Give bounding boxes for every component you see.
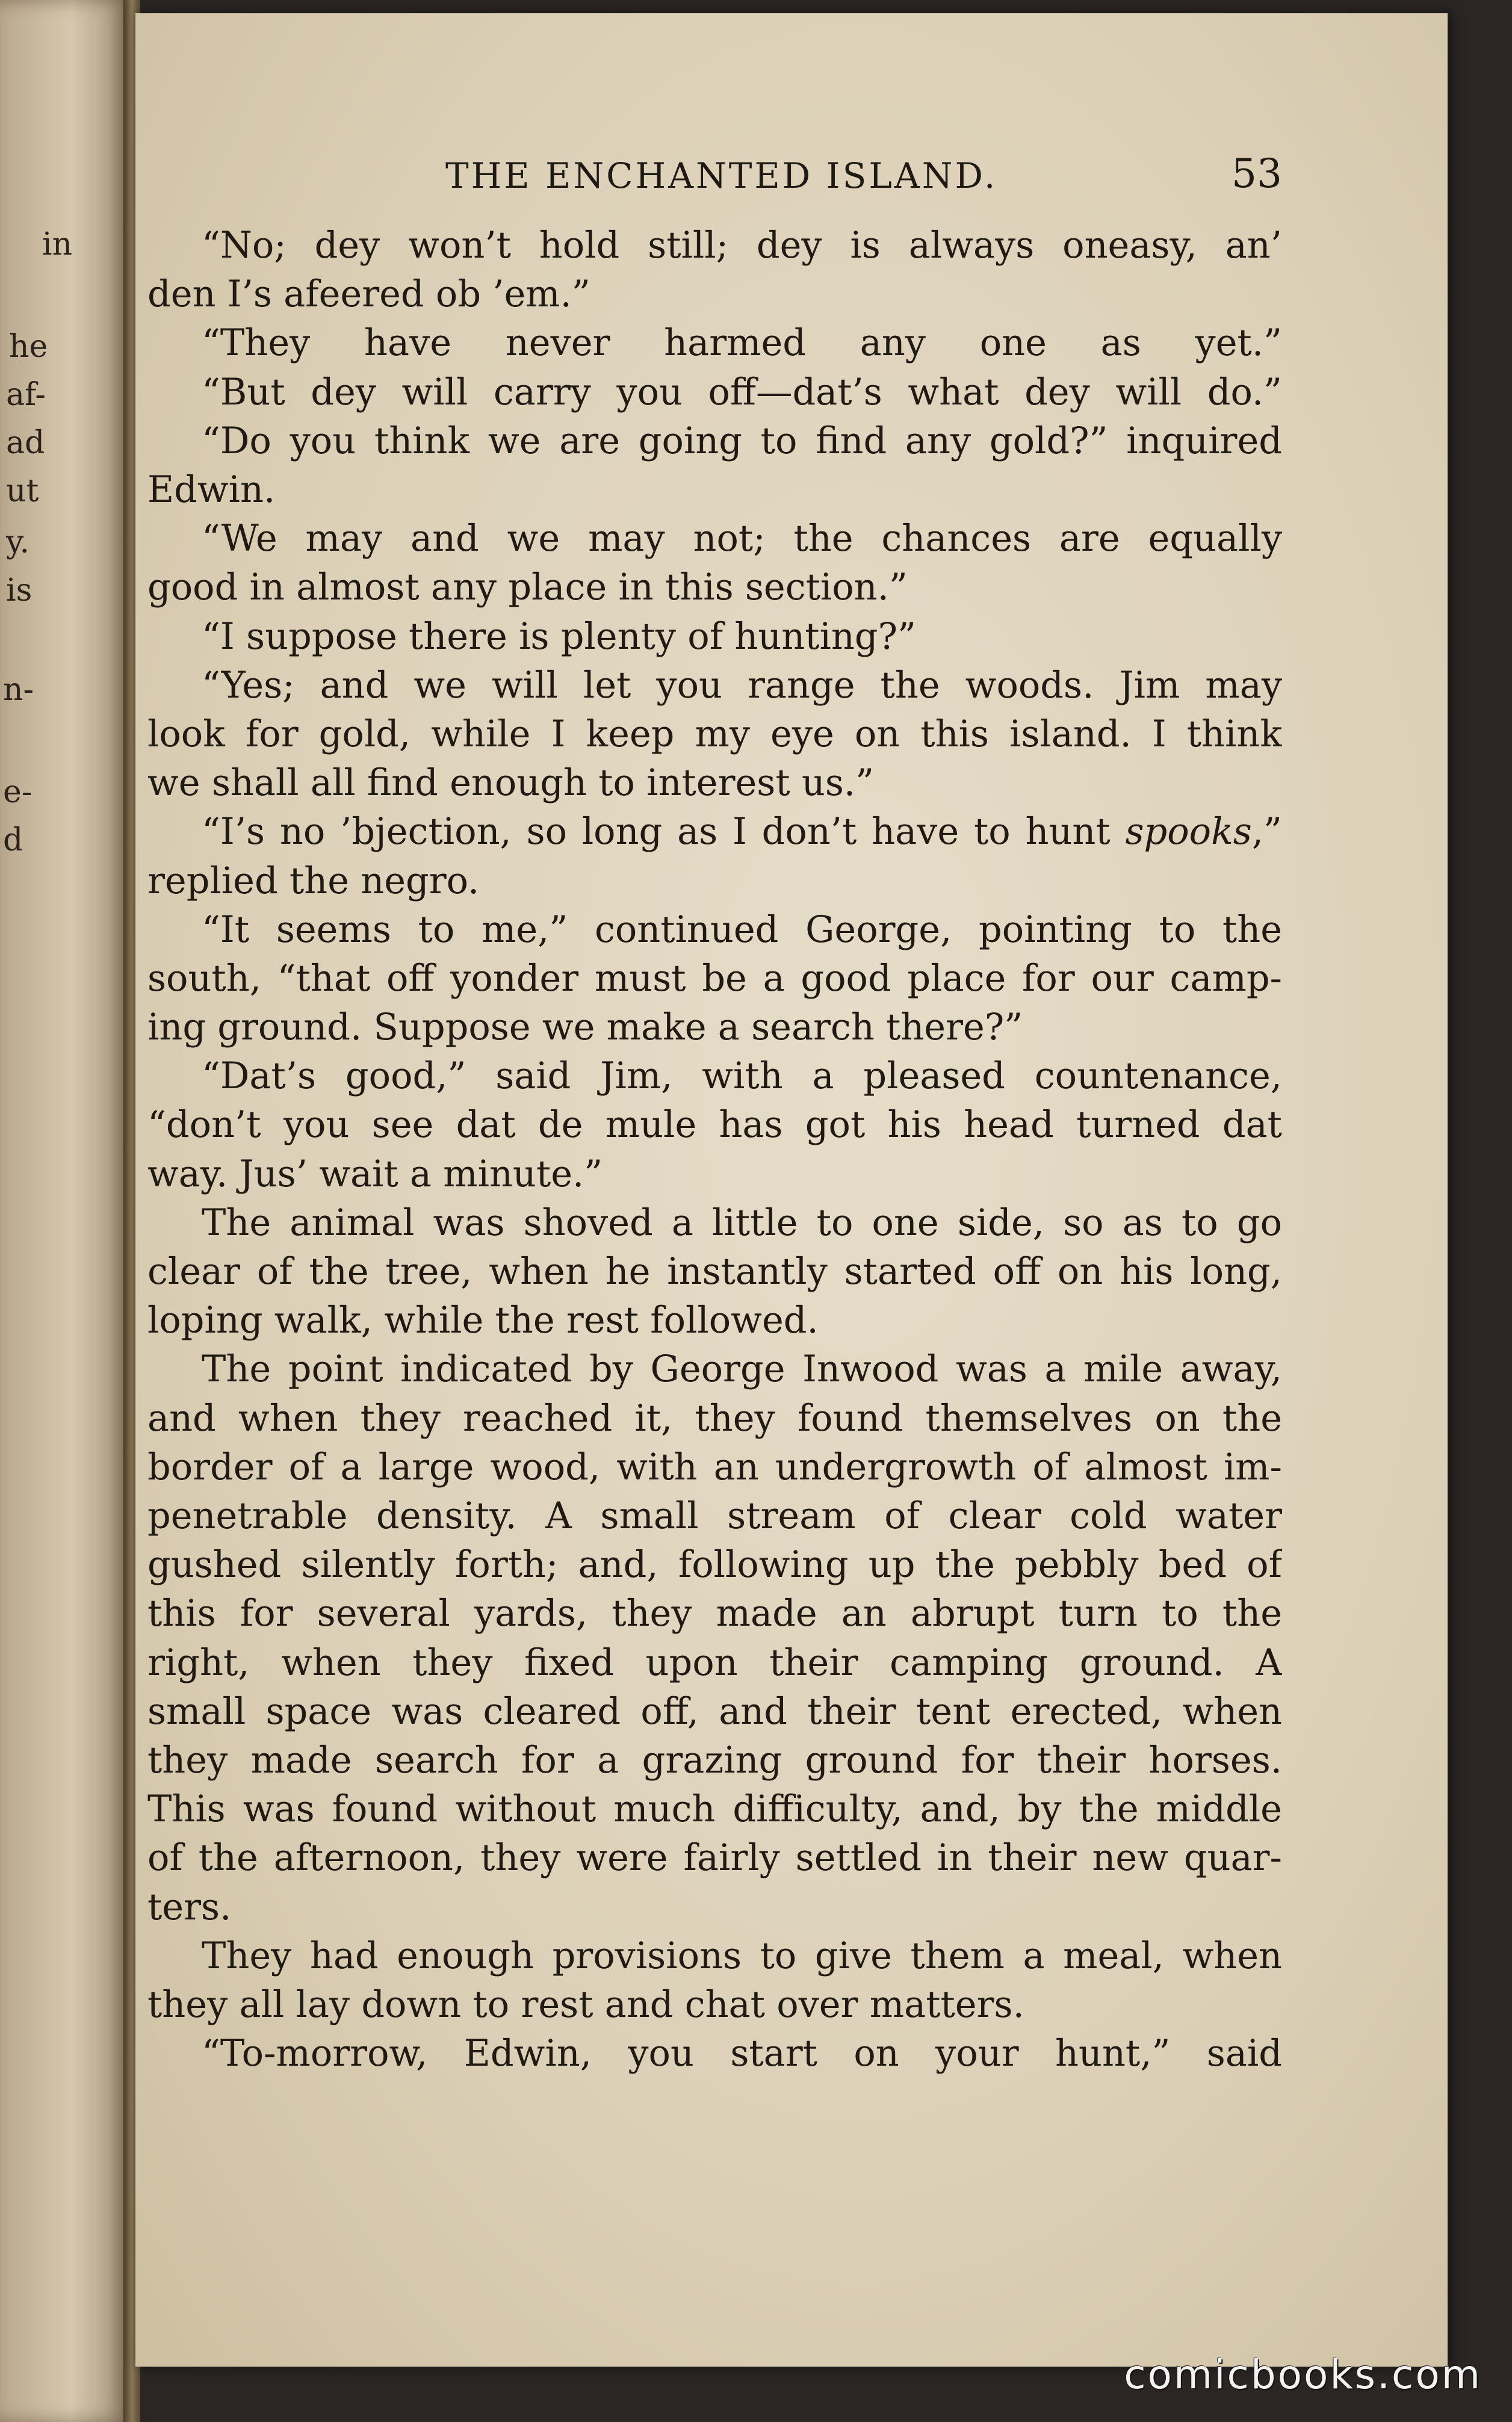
page-number: 53	[1232, 150, 1282, 197]
text-line: The point indicated by George Inwood was a mile away,	[202, 1348, 1282, 1391]
italic-word-suffix: ,”	[1251, 811, 1282, 853]
text-line: “Do you think we are going to find any gold?” inquired	[202, 420, 1282, 462]
text-line: “We may and we may not; the chances are equally	[202, 518, 1282, 560]
text-line: They had enough provisions to give them a meal, when	[202, 1934, 1282, 1977]
running-head: THE ENCHANTED ISLAND.	[445, 155, 998, 196]
text-line: “They have never harmed any one as yet.”	[202, 322, 1282, 365]
text-line: den I’s afeered ob ’em.”	[147, 273, 590, 316]
margin-fragment: af-	[6, 377, 46, 413]
text-line: “But dey will carry you off—dat’s what dey will do.”	[202, 371, 1282, 413]
text-line: penetrable density. A small stream of clear cold water	[147, 1495, 1282, 1538]
margin-fragment: he	[9, 329, 48, 365]
margin-fragment: y.	[6, 524, 29, 560]
margin-fragment: d	[3, 822, 23, 858]
body-text	[147, 221, 1282, 2078]
text-line: gushed silently forth; and, following up the pebbly bed of	[147, 1544, 1282, 1587]
text-line: The animal was shoved a little to one side, so as to go	[202, 1201, 1282, 1244]
text-line: and when they reached it, they found themselves on the	[147, 1397, 1282, 1440]
text-line: clear of the tree, when he instantly started off on his long,	[147, 1251, 1282, 1293]
text-line: “don’t you see dat de mule has got his head turned dat	[147, 1104, 1282, 1147]
text-line: way. Jus’ wait a minute.”	[147, 1153, 603, 1195]
text-line: good in almost any place in this section.”	[147, 566, 908, 609]
italic-word: spooks	[1125, 811, 1252, 853]
text-line: south, “that off yonder must be a good place for our camp-	[147, 957, 1282, 1000]
text-line: “It seems to me,” continued George, pointing to the	[202, 908, 1282, 951]
text-line: ing ground. Suppose we make a search there?”	[147, 1006, 1023, 1049]
text-line: “Yes; and we will let you range the woods. Jim may	[202, 664, 1282, 707]
margin-fragment: ut	[6, 473, 39, 509]
text-line: this for several yards, they made an abrupt turn to the	[147, 1593, 1282, 1635]
text-line: of the afternoon, they were fairly settled in their new quar-	[147, 1837, 1282, 1880]
page-header	[307, 150, 1282, 203]
text-line: small space was cleared off, and their tent erected, when	[147, 1690, 1282, 1733]
text-line: they made search for a grazing ground for their horses.	[147, 1739, 1282, 1782]
text-line: ters.	[147, 1886, 232, 1928]
text-line: “No; dey won’t hold still; dey is always oneasy, an’	[202, 225, 1282, 267]
text-line: replied the negro.	[147, 859, 480, 902]
text-line: “Dat’s good,” said Jim, with a pleased countenance,	[202, 1055, 1282, 1098]
watermark: comicbooks.com	[1124, 2352, 1482, 2398]
margin-fragment: n-	[3, 672, 34, 708]
text-line: look for gold, while I keep my eye on this island. I think	[147, 713, 1282, 755]
text-line: “To-morrow, Edwin, you start on your hunt,” said	[202, 2033, 1282, 2075]
text-line: they all lay down to rest and chat over matters.	[147, 1983, 1024, 2026]
margin-fragment: e-	[3, 774, 33, 810]
text-line: Edwin.	[147, 468, 276, 511]
text-line: “I suppose there is plenty of hunting?”	[202, 615, 916, 658]
text-line: right, when they fixed upon their camping ground. A	[147, 1641, 1282, 1684]
text-line: loping walk, while the rest followed.	[147, 1299, 819, 1342]
margin-fragment: ad	[6, 425, 45, 461]
margin-fragment: in	[42, 226, 73, 262]
facing-page-edge	[0, 0, 129, 2422]
margin-fragment: is	[6, 572, 33, 609]
text-line: we shall all find enough to interest us.”	[147, 762, 875, 805]
text-line: This was found without much difficulty, and, by the middle	[147, 1788, 1282, 1831]
text-line: “I’s no ’bjection, so long as I don’t have to hunt spooks,”	[202, 811, 1282, 853]
text-line: border of a large wood, with an undergrowth of almost im-	[147, 1446, 1282, 1488]
